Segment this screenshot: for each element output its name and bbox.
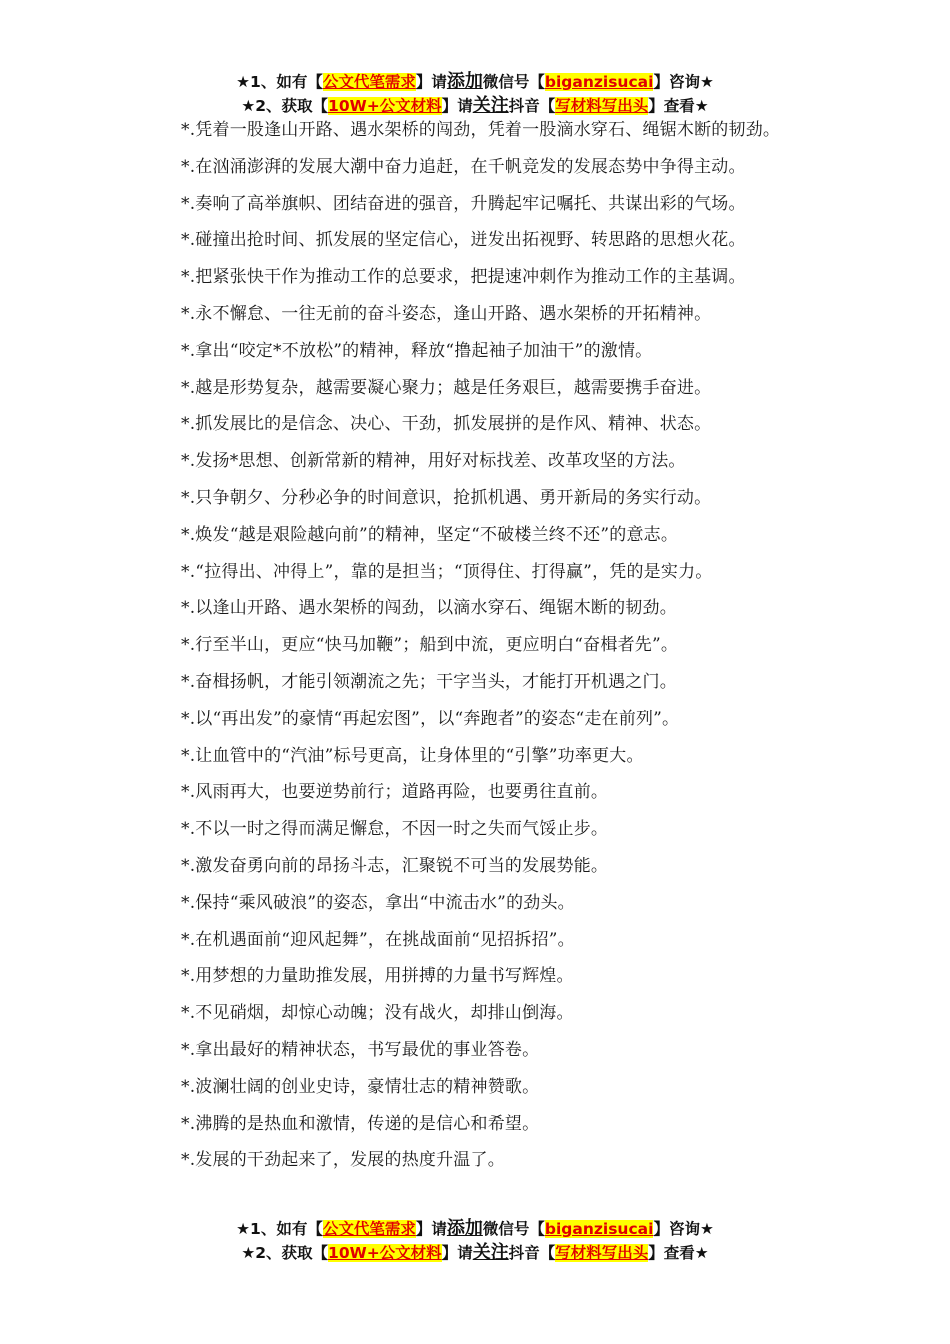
paragraph: *.波澜壮阔的创业史诗，豪情壮志的精神赞歌。 <box>181 1076 540 1097</box>
emphasis-text: 关注 <box>472 95 509 116</box>
paragraph: *.激发奋勇向前的昂扬斗志，汇聚锐不可当的发展势能。 <box>181 855 609 876</box>
emphasis-text: 关注 <box>472 1242 509 1263</box>
banner-text: 抖音【 <box>508 1244 556 1262</box>
paragraph: *.在汹涌澎湃的发展大潮中奋力追赶，在千帆竞发的发展态势中争得主动。 <box>181 156 746 177</box>
banner-text: 微信号【 <box>482 73 545 91</box>
paragraph: *.“拉得出、冲得上”，靠的是担当；“顶得住、打得赢”，凭的是实力。 <box>181 561 713 582</box>
paragraph: *.在机遇面前“迎风起舞”，在挑战面前“见招拆招”。 <box>181 929 575 950</box>
wechat-id: biganzisucai <box>544 1220 654 1238</box>
paragraph: *.不以一时之得而满足懈怠，不因一时之失而气馁止步。 <box>181 819 609 840</box>
banner-text: ★2、获取【 <box>241 97 329 115</box>
banner-line-1 <box>0 70 950 94</box>
highlighted-text: 10W+公文材料 <box>328 1244 442 1262</box>
banner-text: 】请 <box>441 97 473 115</box>
paragraph: *.沸腾的是热血和激情，传递的是信心和希望。 <box>181 1113 540 1134</box>
paragraph: *.把紧张快干作为推动工作的总要求，把提速冲刺作为推动工作的主基调。 <box>181 267 746 288</box>
banner-text: ★2、获取【 <box>241 1244 329 1262</box>
paragraph: *.越是形势复杂，越需要凝心聚力；越是任务艰巨，越需要携手奋进。 <box>181 377 712 398</box>
footer-banner <box>0 1217 950 1265</box>
paragraph: *.拿出最好的精神状态，书写最优的事业答卷。 <box>181 1039 540 1060</box>
paragraph: *.发展的干劲起来了，发展的热度升温了。 <box>181 1150 505 1171</box>
banner-text: 】查看★ <box>648 97 709 115</box>
banner-text: 】查看★ <box>648 1244 709 1262</box>
highlighted-text: 公文代笔需求 <box>322 73 416 91</box>
banner-text: 】咨询★ <box>653 1220 714 1238</box>
paragraph: *.焕发“越是艰险越向前”的精神，坚定“不破楼兰终不还”的意志。 <box>181 524 679 545</box>
banner-text: 】请 <box>415 73 447 91</box>
banner-line-2 <box>0 1241 950 1265</box>
paragraph: *.保持“乘风破浪”的姿态，拿出“中流击水”的劲头。 <box>181 892 575 913</box>
paragraph: *.抓发展比的是信念、决心、干劲，抓发展拼的是作风、精神、状态。 <box>181 414 712 435</box>
paragraph: *.不见硝烟，却惊心动魄；没有战火，却排山倒海。 <box>181 1003 574 1024</box>
highlighted-text: 公文代笔需求 <box>322 1220 416 1238</box>
banner-line-2 <box>0 94 950 118</box>
highlighted-text: 10W+公文材料 <box>328 97 442 115</box>
paragraph: *.拿出“咬定*不放松”的精神，释放“撸起袖子加油干”的激情。 <box>181 340 653 361</box>
douyin-account: 写材料写出头 <box>555 97 649 115</box>
banner-line-1 <box>0 1217 950 1241</box>
banner-text: 】请 <box>441 1244 473 1262</box>
paragraph: *.以“再出发”的豪情“再起宏图”，以“奔跑者”的姿态“走在前列”。 <box>181 708 680 729</box>
douyin-account: 写材料写出头 <box>555 1244 649 1262</box>
wechat-id: biganzisucai <box>544 73 654 91</box>
paragraph: *.奏响了高举旗帜、团结奋进的强音，升腾起牢记嘱托、共谋出彩的气场。 <box>181 193 746 214</box>
banner-text: 抖音【 <box>508 97 556 115</box>
banner-text: ★1、如有【 <box>236 73 323 91</box>
paragraph: *.发扬*思想、创新常新的精神，用好对标找差、改革攻坚的方法。 <box>181 451 686 472</box>
banner-text: 】咨询★ <box>653 73 714 91</box>
paragraph: *.碰撞出抢时间、抓发展的坚定信心，迸发出拓视野、转思路的思想火花。 <box>181 230 746 251</box>
emphasis-text: 添加 <box>446 71 483 92</box>
header-banner <box>0 70 950 118</box>
document-body <box>147 118 817 1185</box>
paragraph: *.以逢山开路、遇水架桥的闯劲，以滴水穿石、绳锯木断的韧劲。 <box>181 598 677 619</box>
paragraph: *.凭着一股逢山开路、遇水架桥的闯劲，凭着一股滴水穿石、绳锯木断的韧劲。 <box>181 120 781 140</box>
paragraph: *.只争朝夕、分秒必争的时间意识，抢抓机遇、勇开新局的务实行动。 <box>181 487 712 508</box>
banner-text: 微信号【 <box>482 1220 545 1238</box>
paragraph: *.风雨再大，也要逆势前行；道路再险，也要勇往直前。 <box>181 782 609 803</box>
banner-text: ★1、如有【 <box>236 1220 323 1238</box>
banner-text: 】请 <box>415 1220 447 1238</box>
paragraph: *.让血管中的“汽油”标号更高，让身体里的“引擎”功率更大。 <box>181 745 644 766</box>
paragraph: *.永不懈怠、一往无前的奋斗姿态，逢山开路、遇水架桥的开拓精神。 <box>181 303 712 324</box>
paragraph: *.用梦想的力量助推发展，用拼搏的力量书写辉煌。 <box>181 966 574 987</box>
emphasis-text: 添加 <box>446 1218 483 1239</box>
paragraph: *.行至半山，更应“快马加鞭”；船到中流，更应明白“奋楫者先”。 <box>181 635 679 656</box>
paragraph: *.奋楫扬帆，才能引领潮流之先；干字当头，才能打开机遇之门。 <box>181 671 677 692</box>
